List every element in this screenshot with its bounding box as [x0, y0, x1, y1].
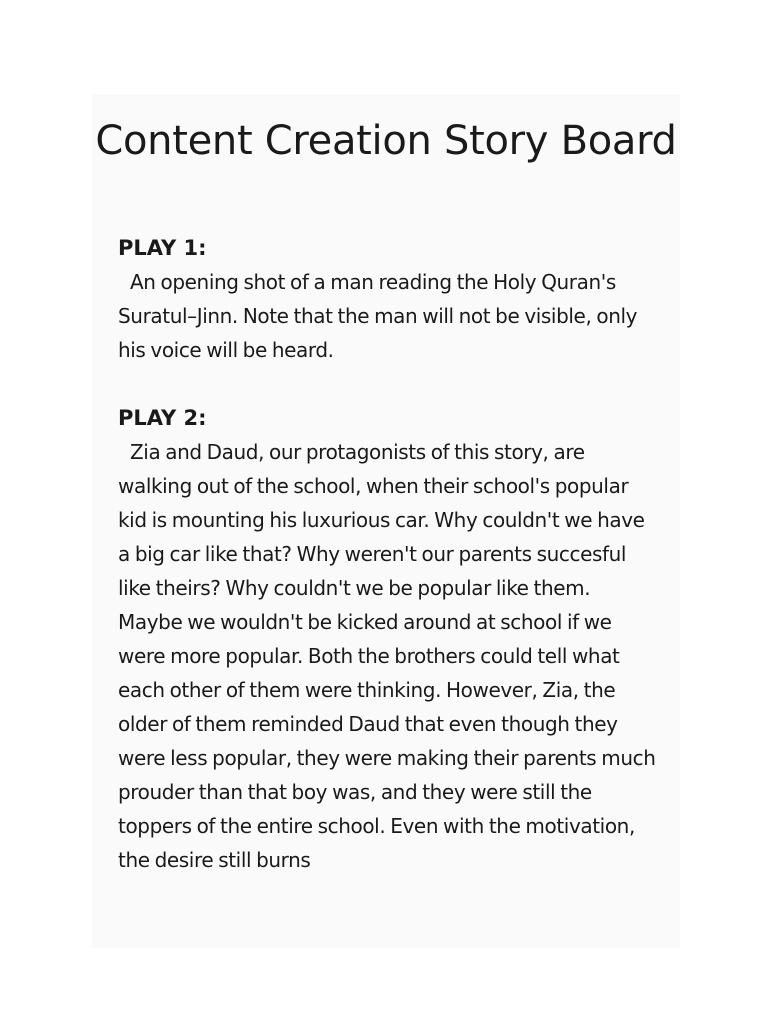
section-play-1: [118, 231, 658, 367]
section-body: Zia and Daud, our protagonists of this story, are walking out of the school, when their school's popular kid is mounting his luxurious car. Why couldn't we have a big car like that? Why weren't our parents succesful like theirs? Why couldn't we be popular like them. Maybe we wouldn't be kicked around at school if we were more popular. Both the brothers could tell what each other of them were thinking. However, Zia, the older of them reminded Daud that even though they were less popular, they were making their parents much prouder than that boy was, and they were still the toppers of the entire school. Even with the motivation, the desire still burns: [118, 440, 656, 872]
section-body: An opening shot of a man reading the Holy Quran's Suratul–Jinn. Note that the man will not be visible, only his voice will be heard.: [118, 270, 638, 362]
section-heading: PLAY 1:: [118, 236, 207, 260]
document-page: [92, 94, 680, 948]
page-title: Content Creation Story Board: [95, 118, 677, 164]
section-play-2: [118, 401, 658, 877]
section-heading: PLAY 2:: [118, 406, 207, 430]
